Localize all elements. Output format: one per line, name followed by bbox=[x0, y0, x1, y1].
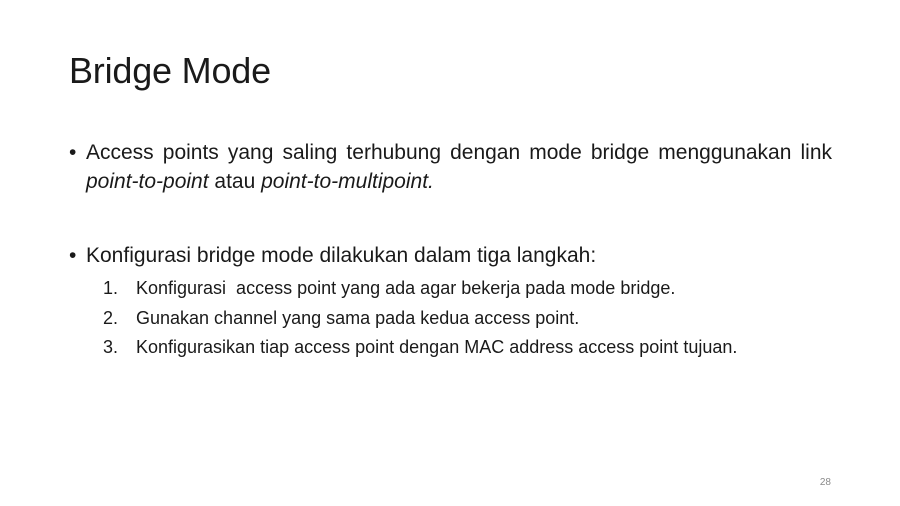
italic-term-point-to-point: point-to-point bbox=[86, 170, 209, 193]
step-number: 1. bbox=[103, 278, 119, 298]
page-number: 28 bbox=[819, 477, 831, 488]
italic-term-point-to-multipoint: point-to-multipoint. bbox=[261, 170, 434, 193]
step-number: 3. bbox=[103, 337, 119, 357]
bullet-text-plain: atau bbox=[208, 170, 262, 193]
steps-list bbox=[103, 274, 843, 363]
step-item-3 bbox=[103, 333, 843, 363]
slide-title: Bridge Mode bbox=[69, 50, 271, 91]
bullet-text-plain: Access points yang saling terhubung dengan mode bridge menggunakan link bbox=[86, 141, 832, 164]
step-text: Gunakan channel yang sama pada kedua access point. bbox=[136, 307, 580, 328]
step-text: Konfigurasi access point yang ada agar bekerja pada mode bridge. bbox=[136, 278, 676, 298]
step-item-1 bbox=[103, 274, 843, 304]
step-item-2 bbox=[103, 304, 843, 334]
bullet-text-2: Konfigurasi bridge mode dilakukan dalam tiga langkah: bbox=[86, 244, 597, 267]
bullet-item-2 bbox=[69, 241, 832, 270]
bullet-text-1 bbox=[86, 138, 832, 196]
step-text: Konfigurasikan tiap access point dengan MAC address access point tujuan. bbox=[136, 337, 738, 357]
bullet-item-1 bbox=[69, 138, 832, 196]
bullet-marker: • bbox=[69, 244, 77, 267]
step-number: 2. bbox=[103, 307, 119, 328]
bullet-marker: • bbox=[69, 141, 77, 164]
